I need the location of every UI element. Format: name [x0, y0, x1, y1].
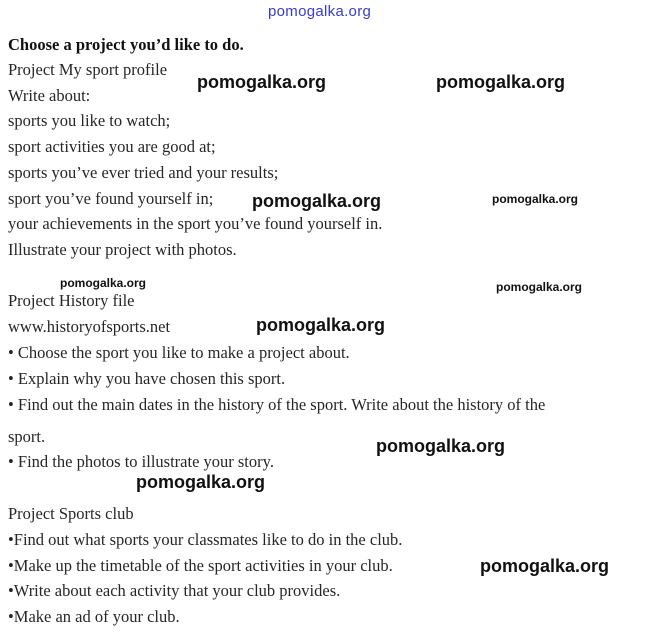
project3-item: •Find out what sports your classmates like to do in the club.: [8, 530, 403, 549]
project2-item: • Choose the sport you like to make a project about.: [8, 343, 350, 362]
project3-item: •Make an ad of your club.: [8, 607, 180, 626]
project2-url: www.historyofsports.net: [8, 317, 171, 336]
page-heading: Choose a project you’d like to do.: [8, 35, 244, 54]
watermark: pomogalka.org: [496, 280, 583, 294]
project3-item: •Write about each activity that your club provides.: [8, 581, 341, 600]
watermark: pomogalka.org: [480, 556, 610, 576]
watermark: pomogalka.org: [197, 72, 327, 92]
project1-item: sport you’ve found yourself in;: [8, 189, 214, 208]
project1-item: your achievements in the sport you’ve found yourself in.: [8, 214, 383, 233]
watermark: pomogalka.org: [256, 315, 386, 335]
project2-item: • Explain why you have chosen this sport.: [8, 369, 286, 388]
watermark: pomogalka.org: [252, 191, 382, 211]
project1-intro: Write about:: [8, 86, 91, 105]
project1-item: sport activities you are good at;: [8, 137, 216, 156]
project2-item: • Find the photos to illustrate your story.: [8, 452, 274, 471]
watermark: pomogalka.org: [376, 436, 506, 456]
project1-item: sports you like to watch;: [8, 111, 171, 130]
project1-item: sports you’ve ever tried and your results;: [8, 163, 279, 182]
project1-title: Project My sport profile: [8, 60, 168, 79]
watermark: pomogalka.org: [136, 472, 266, 492]
watermark: pomogalka.org: [60, 276, 147, 290]
watermark: pomogalka.org: [492, 192, 579, 206]
project2-title: Project History file: [8, 291, 135, 310]
watermark: pomogalka.org: [436, 72, 566, 92]
project1-outro: Illustrate your project with photos.: [8, 240, 237, 259]
watermark-top: pomogalka.org: [268, 3, 372, 20]
project3-item: •Make up the timetable of the sport activities in your club.: [8, 556, 393, 575]
project2-item: sport.: [8, 427, 46, 446]
project3-title: Project Sports club: [8, 504, 134, 523]
project2-item: • Find out the main dates in the history of the sport. Write about the history of the: [8, 395, 546, 414]
